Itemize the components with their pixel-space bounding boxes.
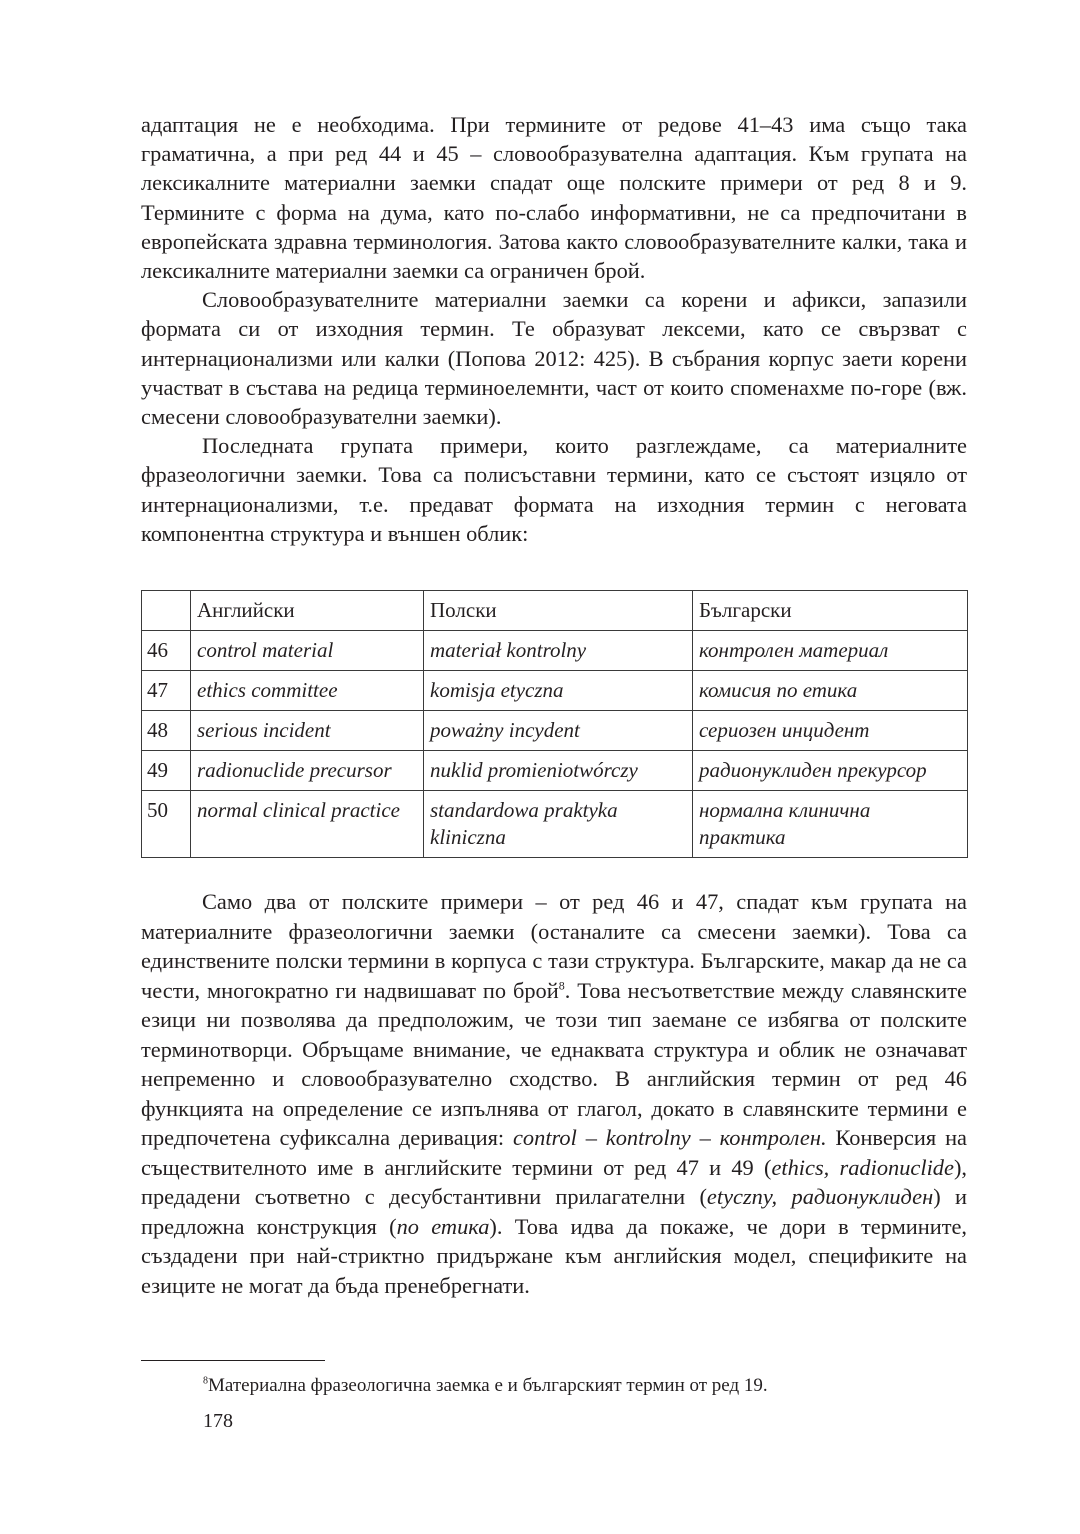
p4-italic-example: control – kontrolny – контролен. bbox=[512, 1125, 827, 1150]
p4-text-6: ). Това идва да покаже, че дори в термините, създадени при най-стриктно придържане към английския модел, спецификите на езиците не могат да бъда пренебрегнати. bbox=[141, 1213, 968, 1298]
cell-english: serious incident bbox=[191, 711, 424, 751]
header-bulgarian: Български bbox=[693, 591, 968, 631]
header-english: Английски bbox=[191, 591, 424, 631]
paragraph-2: Словообразувателните материални заемки са корени и афикси, запазили формата си от изходния термин. Те образуват лексеми, като се свързват с интернационализми или калки (Попова 2012: 425). В събрания корпус заети корени участват в състава на редица терминоелемнти, част от които споменахме по-горе (вж. смесени словообразувателни заемки). bbox=[141, 287, 967, 430]
table-row bbox=[142, 751, 968, 791]
page-number: 178 bbox=[203, 1410, 233, 1432]
cell-english: normal clinical practice bbox=[191, 791, 424, 858]
p4-text-2: . Това несъответствие между славянските езици ни позволява да предположим, че този тип заемане се избягва от полските терминотворци. Обръщаме внимание, че еднаквата структура и облик не означават непременно и словообразувателно сходство. В английския термин от ред 46 функцията на определение се изпълнява от глагол, докато в славянските термини е предпочетена суфиксална деривация: bbox=[141, 977, 967, 1150]
header-num bbox=[142, 591, 191, 631]
row-number: 50 bbox=[142, 791, 191, 858]
row-number: 47 bbox=[142, 671, 191, 711]
cell-bulgarian: комисия по етика bbox=[693, 671, 968, 711]
footnote-reference[interactable]: 8 bbox=[558, 978, 565, 993]
table-row bbox=[142, 631, 968, 671]
cell-english: radionuclide precursor bbox=[191, 751, 424, 791]
cell-bulgarian: контролен материал bbox=[693, 631, 968, 671]
cell-bulgarian: радионуклиден прекурсор bbox=[693, 751, 968, 791]
table-row bbox=[142, 671, 968, 711]
row-number: 48 bbox=[142, 711, 191, 751]
cell-english: control material bbox=[191, 631, 424, 671]
p4-text-5: ) и предложна конструкция ( bbox=[141, 1184, 968, 1239]
cell-polish: materiał kontrolny bbox=[424, 631, 693, 671]
footnote bbox=[203, 1373, 768, 1399]
terms-table bbox=[141, 590, 968, 858]
paragraph-1: адаптация не е необходима. При термините от редове 41–43 има също така граматична, а при ред 44 и 45 – словообразувателна адаптация. Към групата на лексикалните материални заемки спадат още полските примери от ред 8 и 9. Термините с форма на дума, като по-слабо информативни, не са предпочитани в европейската здравна терминология. Затова както словообразувателните калки, така и лексикалните материални заемки са ограничен брой. bbox=[141, 112, 967, 284]
table-header-row bbox=[142, 591, 968, 631]
cell-polish: nuklid promieniotwórczy bbox=[424, 751, 693, 791]
p4-italic-construction: по етика bbox=[396, 1213, 490, 1239]
p4-text-1: Само два от полските примери – от ред 46 и 47, спадат към групата на материалните фразеологични заемки (останалите са смесени заемки). Това са единствените полски термини в корпуса с тази структура. Българските, макар да не са чести, многократно ги надвишават по брой bbox=[141, 889, 967, 1003]
body-text bbox=[141, 110, 967, 548]
cell-polish: standardowa praktyka kliniczna bbox=[424, 791, 693, 858]
cell-bulgarian: нормална клинична практика bbox=[693, 791, 968, 858]
p4-italic-adjectives: etyczny, радионуклиден bbox=[706, 1184, 934, 1209]
p4-text-3: Конверсия на съществителното име в английските термини от ред 47 и 49 ( bbox=[141, 1125, 967, 1180]
table-row bbox=[142, 711, 968, 751]
paragraph-4 bbox=[141, 887, 967, 1300]
paragraph-3: Последната групата примери, които разглеждаме, са материалните фразеологични заемки. Това са полисъставни термини, като се състоят изцяло от интернационализми, т.е. предават формата на изходния термин с неговата компонентна структура и външен облик: bbox=[141, 433, 967, 546]
row-number: 49 bbox=[142, 751, 191, 791]
footnote-separator bbox=[141, 1360, 325, 1361]
cell-polish: komisja etyczna bbox=[424, 671, 693, 711]
row-number: 46 bbox=[142, 631, 191, 671]
cell-bulgarian: сериозен инцидент bbox=[693, 711, 968, 751]
cell-polish: poważny incydent bbox=[424, 711, 693, 751]
p4-italic-english: ethics, radionuclide bbox=[771, 1154, 954, 1180]
footnote-mark: 8 bbox=[203, 1375, 208, 1387]
p4-text-4: ), предадени съответно с десубстантивни прилагателни ( bbox=[141, 1154, 967, 1209]
table-row bbox=[142, 791, 968, 858]
body-text-after-table bbox=[141, 887, 967, 1300]
header-polish: Полски bbox=[424, 591, 693, 631]
footnote-text: Материална фразеологична заемка е и българският термин от ред 19. bbox=[208, 1375, 768, 1396]
cell-english: ethics committee bbox=[191, 671, 424, 711]
